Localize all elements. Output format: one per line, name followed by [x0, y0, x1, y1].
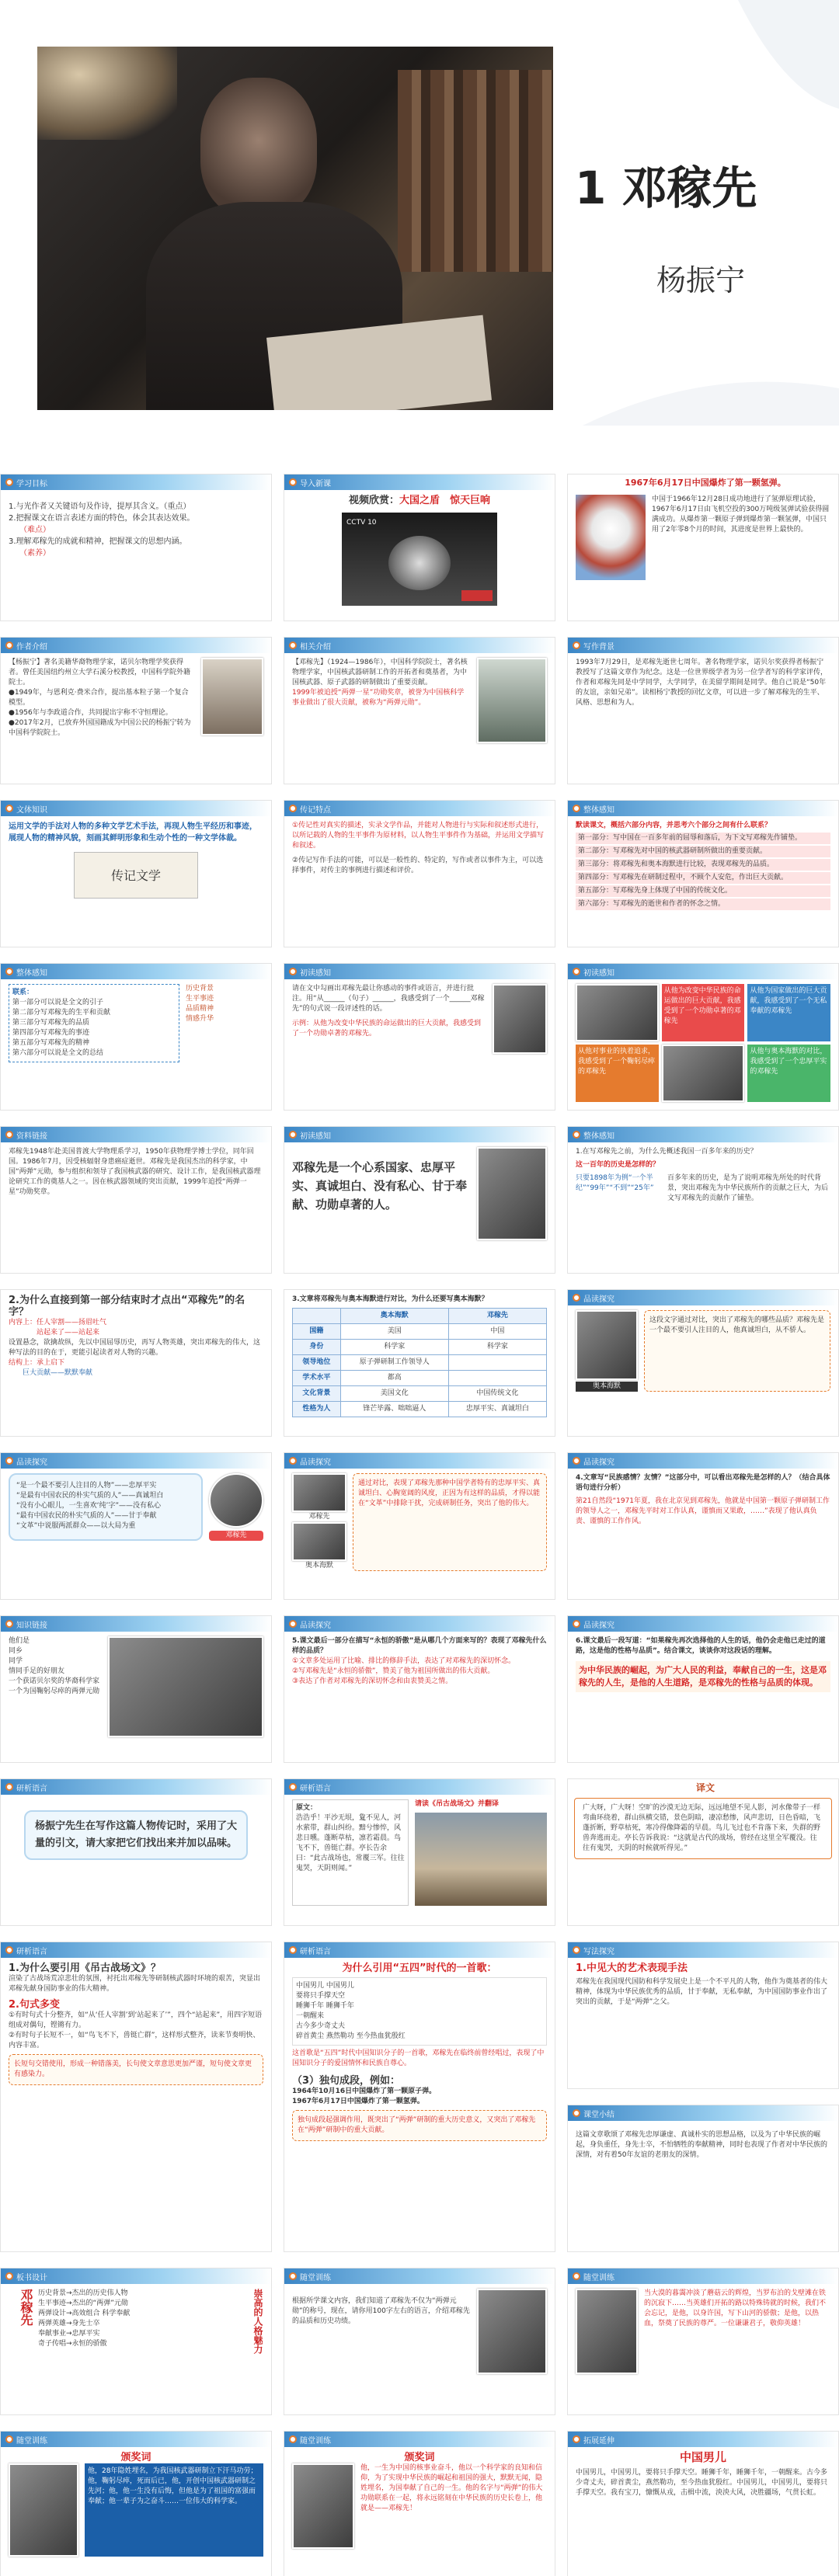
bullet-icon	[289, 968, 297, 975]
video-title: 大国之盾 惊天巨响	[399, 495, 491, 506]
slide-contrast-effect: 品读探究 邓稼先 奥本海默 通过对比，表现了邓稼先那种中国学者特有的忠厚平实、真诚坦白、心胸宽阔的风度，正因为有这样的品质，才得以能在“文革”中排除干扰，完成研制任务，突出了他的伟大。	[284, 1452, 555, 1600]
bullet-icon	[5, 1946, 13, 1954]
slide-structure: 整体感知 联系： 第一部分可以说是全文的引子 第二部分写邓稼先的生平和贡献 第三部分写邓稼先的品质 第四部分写邓稼先的事迹 第五部分写邓稼先的精神 第六部分可以说是全文的总结 历史背景 生平事迹 品质精神 情感升华	[0, 963, 272, 1111]
slide-summary: 课堂小结 这篇文章歌颂了邓稼先忠厚谦虚、真诚朴实的思想品格，以及为了中华民族的崛起，身负重任，身先士卒，不怕牺牲的奉献精神，同时也表现了作者对中华民族的深情，对有着50年友谊的老朋友的深情。	[567, 2105, 839, 2252]
bullet-icon	[289, 478, 297, 486]
bullet-icon	[5, 1620, 13, 1628]
bullet-icon	[573, 1620, 580, 1628]
slide-exercise: 随堂训练 根据所学课文内容，我们知道了邓稼先不仅为“两弹元勋”的称号，现在，请你用100字左右的语言，介绍邓稼先的品质和历史功绩。	[284, 2268, 555, 2415]
bullet-icon	[289, 805, 297, 812]
bullet-icon	[573, 1294, 580, 1302]
bullet-icon	[5, 2435, 13, 2443]
oppenheimer-photo	[292, 1522, 346, 1561]
goal-line: 1.与光作者又关键语句及作诗，提厚其含义。（重点）	[9, 502, 191, 511]
bullet-icon	[5, 1783, 13, 1791]
bullet-icon	[573, 805, 580, 812]
deng-photo	[576, 984, 659, 1041]
goal-line: 3.理解邓稼先的成就和精神，把握课文的思想内涵。	[9, 537, 187, 546]
slide-author: 作者介绍 【杨振宁】著名美籍华裔物理学家，诺贝尔物理学奖获得者。曾任美国纽约州立大学石溪分校教授，中国科学院外籍院士。 ●1949年，与恩利克·费米合作，提出基本粒子第一个复合模型。 ●1956年与李政道合作，共同提出宇称不守恒理论。 ●2017年2月，已放弃外国国籍成为中国公民的杨振宁转为中国科学院院士。	[0, 637, 272, 784]
slide-award-speech-2: 随堂训练 颁奖词 他，一生为中国的核事业奋斗，他以一个科学家的良知和信仰，为了实现中华民族的崛起和祖国的强大，默默无闻，隐姓埋名，为国奉献了自己的一生。他的名字与“两弹”的伟大功勋联系在一起，将永远铭刻在中华民族的历史长卷上，他就是——邓稼先！	[284, 2431, 555, 2576]
slide-translation: 译文 广大呀，广大呀！空旷的沙漠无边无际，远远地望不见人影，河水像带子一样弯曲环绕着，群山纵横交错，景色阴暗，凄凉愁惨，风声悲切，日色昏暗，飞蓬折断，野草枯死，寒冷得像降霜的早晨。鸟儿飞过也不肯落下来，失群的野兽奔逃而走。亭长告诉我说：“这就是古代的战场，曾经在这里全军覆没。往往有鬼哭，天阴的时候就听得见。”	[567, 1778, 839, 1926]
bullet-icon	[5, 2272, 13, 2280]
battlefield-image	[415, 1813, 547, 1906]
book-image: 传记文学	[74, 852, 198, 899]
deng-photo	[209, 1473, 263, 1528]
mushroom-cloud-image	[576, 495, 646, 580]
slide-intro: 导入新课 视频欣赏：大国之盾 惊天巨响 CCTV 10	[284, 474, 555, 621]
bullet-icon	[289, 1946, 297, 1954]
slide-knowledge-link: 知识链接 他们是 同乡 同学 情同手足的好朋友 一个获诺贝尔奖的华裔科学家 一个为国鞠躬尽瘁的两弹元勋	[0, 1615, 272, 1763]
slide-writing-method: 写法探究 1.中见大的艺术表现手法 邓稼先在我国现代国防和科学发展史上是一个不平凡的人物，他作为奠基者的伟大精神，体现为中华民族优秀的品质，甘于奉献，无私奉献，为中国国防事业作出了突出的贡献，于是“两弹”之父。	[567, 1942, 839, 2089]
slide-traits-list: 品读探究 “是一个最不要引人注目的人物”——忠厚平实 “是最有中国农民的朴实气质的人”——真诚坦白 “没有小心眼儿，一生喜欢‘纯’字”——没有私心 “最有中国农民的朴实气质的人”——甘于奉献 “文革”中说服两派群众——以大局为重 邓稼先	[0, 1452, 272, 1600]
bullet-icon	[573, 641, 580, 649]
slide-comparison-table: 3.文章将邓稼先与奥本海默进行对比，为什么还要写奥本海默？ 奥本海默 邓稼先 国籍 美国 中国 身份 科学家 科学家 领导地位 原子弹研制工作领导人 学术水平 都高 文化背景 美国文化 中国传统文化 性格为人 锋芒毕露、咄咄逼人 忠厚平实、真诚坦白	[284, 1289, 555, 1437]
slide-oppenheimer: 品读探究 奥本海默 这段文字通过对比，突出了邓稼先的哪些品质？邓稼先是一个最不要引人注目的人，他真诚坦白，从不骄人。	[567, 1289, 839, 1437]
bullet-icon	[5, 641, 13, 649]
deng-photo	[477, 1147, 547, 1240]
slide-exercise-sample: 随堂训练 当大漠的暮霭冲淡了蘑菇云的辉煌，当罗布泊的戈壁滩在铁的沉寂下……当英雄们开拓的路以特殊铸就的时候，我们不会忘记，是他，以身许国，写下山河的骄傲；是他，以热血，祭奠了民族的尊严。一位谦谦君子，敬仰英雄！	[567, 2268, 839, 2415]
slide-summary-trait: 初读感知 邓稼先是一个心系国家、忠厚平实、真诚坦白、没有私心、甘于奉献、功勋卓著的人。	[284, 1126, 555, 1274]
cover-title: 1 邓稼先	[575, 162, 757, 214]
deng-photo	[662, 1045, 745, 1102]
bullet-icon	[289, 1457, 297, 1465]
bullet-icon	[5, 1131, 13, 1139]
deng-photo	[292, 1473, 346, 1512]
slide-history-question: 整体感知 1.在写邓稼先之前，为什么先概述我国一百多年来的历史？ 这一百年的历史是怎样的？ 只要1898年为例“一个半纪”“99年”“不到”“25年” 百多年来的历史，是为了说明邓稼先所处的时代背景，突出邓稼先为中华民族所作的贡献之巨大，为后文写邓稼先的贡献作了铺垫。	[567, 1126, 839, 1274]
bullet-icon	[573, 968, 580, 975]
slide-header: 学习目标	[1, 475, 271, 490]
slide-deng-intro: 相关介绍 【邓稼先】（1924—1986年），中国科学院院士，著名核物理学家，中国核武器研制工作的开拓者和奠基者，为中国核武器、原子武器的研制做出了重要贡献。 1999年被追授“两弹一星”功勋奖章，被誉为中国核科学事业做出了很大贡献，被称为“两弹元勋”。	[284, 637, 555, 784]
goal-line: 2.把握课文在语言表述方面的特色，体会其表达效果。	[9, 514, 195, 523]
slide-background: 写作背景 1993年7月29日，是邓稼先逝世七周年。著名物理学家，诺贝尔奖获得者杨振宁教授写了这篇文章作为纪念。这是一位世界级学者为另一位学者写的科学家评传，作者和邓稼先同是中学同学，大学同学，在美留学期间是同学。他自己说是“50年的友谊，亲如兄弟”。读相杨宁教授的回忆文章，可以进一步了解邓稼先的生平、风格、思想和为人。	[567, 637, 839, 784]
cover-photo	[37, 47, 553, 410]
slide-board-design: 板书设计 邓稼先 历史背景→杰出的历史伟人物 生平事迹→杰出的“两弹”元勋 两弹设计→高效组合 科学奉献 两弹英雄→身先士卒 奉献事业→忠厚平实 奇子传唱→永恒的骄傲 崇高的人格魅力	[0, 2268, 272, 2415]
slide-overview: 整体感知 默读课文，概括六部分内容，并思考六个部分之间有什么联系？ 第一部分：写中国在一百多年前的屈辱和落后，为下文写邓稼先作铺垫。 第二部分：写邓稼先对中国的核武器研制所做出的重要贡献。 第三部分：将邓稼先和奥本海默进行比较，表现邓稼先的品质。 第四部分：写邓稼先在研制过程中，不顾个人安危，作出巨大贡献。 第五部分：写邓稼先身上体现了中国的传统文化。 第六部分：写邓稼先的逝世和作者的怀念之情。	[567, 800, 839, 947]
deng-photo	[292, 2463, 354, 2549]
deng-photo	[9, 2463, 78, 2557]
slide-name-question: 2.为什么直接到第一部分结束时才点出“邓稼先”的名字？ 内容上：任人宰割——扬眉吐气 站起来了——站起来 设置悬念，欲擒故纵，先以中国屈辱历史，再写人物英雄，突出邓稼先的伟大，这种写法的目的在于，更能引起读者对人物的兴趣。 结构上：承上启下 巨大贡献——默默奉献	[0, 1289, 272, 1437]
cover-slide	[0, 0, 839, 426]
slide-language-quotes: 研析语言 杨振宁先生在写作这篇人物传记时，采用了大量的引文，请大家把它们找出来并加以品味。	[0, 1778, 272, 1926]
bullet-icon	[5, 805, 13, 812]
bullet-icon	[289, 1620, 297, 1628]
slide-hydrogen-bomb: 1967年6月17日中国爆炸了第一颗氢弹。 中国于1966年12月28日成功地进行了氢弹原理试验，1967年6月17日由飞机空投的300万吨级氢弹试验获得圆满成功。从爆炸第一颗原子弹到爆炸第一颗氢弹，中国只用了2年零8个月的时间，其进度是世界上最快的。	[567, 474, 839, 621]
bullet-icon	[289, 1783, 297, 1791]
slide-ancient-text: 研析语言 原文： 浩浩乎！平沙无垠，夐不见人，河水萦带，群山纠纷。黯兮惨悴，风悲日曛。蓬断草枯，凛若霜晨。鸟飞不下，兽铤亡群。亭长告余曰：“此古战场也，常覆三军。往往鬼哭，天阴则闻。” 请读《吊古战场文》并翻译	[284, 1778, 555, 1926]
oppenheimer-photo	[576, 1310, 638, 1380]
bullet-icon	[289, 1131, 297, 1139]
slide-award-speech-1: 随堂训练 颁奖词 他，28年隐姓埋名，为我国核武器研制立下汗马功劳；他，鞠躬尽瘁，死而后已，他，开创中国核武器研制之先河；他，他一生没有后悔，但他是为了祖国的富强而奉献；他一辈子为之奋斗……一位伟大的科学家。	[0, 2431, 272, 2576]
author-portrait	[201, 658, 263, 735]
bullet-icon	[289, 641, 297, 649]
bullet-icon	[5, 1457, 13, 1465]
slide-quote-reason: 研析语言 1.为什么要引用《吊古战场文》？ 渲染了古战场荒凉悲壮的氛围，衬托出邓稼先等研制核武器时环境的艰苦，突显出邓稼先献身国防事业的伟大精神。 2.句式多变 ①有时句式十分整齐，如“从‘任人宰割’到‘站起来了’”，四个“站起来”，用四字短语组成对偶句，铿锵有力。 ②有时句子长短不一，如“鸟飞不下，兽铤亡群”，这样形式整齐，读来节奏明快、内容丰富。 长短句交错使用，形成一种错落美，长句使文章意思更加严谨，短句使文章更有感染力。	[0, 1942, 272, 2252]
goal-line: （难点）	[19, 526, 50, 534]
slide-eternal-pride: 品读探究 5.课文最后一部分在描写“永恒的骄傲”是从哪几个方面来写的？表现了邓稼先什么样的品质？ ①文章多处运用了比喻、排比的修辞手法，表达了对邓稼先的深切怀念。 ②写邓稼先是“永恒的骄傲”，赞美了他为祖国所做出的伟大贡献。 ③表达了作者对邓稼先的深切怀念和由衷赞美之情。	[284, 1615, 555, 1763]
slide-friendship: 品读探究 4.文章写“民族感情？友情？”这部分中，可以看出邓稼先是怎样的人？（结合具体语句进行分析） 第21自然段“1971年夏，我在北京见到邓稼先，他就是中国第一颗原子弹研制工作的领导人之一，邓稼先平时对工作认真，谨慎而又果敢，……”表现了他认真负责、谨慎的工作作风。	[567, 1452, 839, 1600]
two-scientists-photo	[108, 1636, 263, 1737]
deng-portrait	[477, 658, 547, 743]
cover-author: 杨振宁	[656, 263, 746, 297]
deng-photo	[576, 2289, 638, 2374]
slide-song-quote: 研析语言 为什么引用“五四”时代的一首歌： 中国男儿 中国男儿 要将只手撑天空 睡狮千年 睡狮千年 一朝醒来 古今多少奇丈夫 碎首黄尘 燕然勒功 至今热血犹殷红 这首歌是“五四”时代中国知识分子的一首歌，邓稼先在临终前曾经唱过，表现了中国知识分子的爱国情怀和民族自尊心。 （3）独句成段，例如： 1964年10月16日中国爆炸了第一颗原子弹。 1967年6月17日中国爆炸了第一颗氢弹。 独句成段起强调作用，既突出了“两弹”研制的重大历史意义，又突出了邓稼先在“两弹”研制中的重大贡献。	[284, 1942, 555, 2252]
slide-first-read: 初读感知 请在文中勾画出邓稼先最让你感动的事件或语言，并进行批注。用“从______（句子）______，我感受到了一个______邓稼先”的句式说一段评述性的话。 示例：从他为改变中华民族的命运做出的巨大贡献，我感受到了一个功勋卓著的邓稼先。	[284, 963, 555, 1111]
bullet-icon	[573, 2272, 580, 2280]
deng-photo	[477, 2289, 547, 2374]
bullet-icon	[573, 2435, 580, 2443]
video-label: 视频欣赏：	[348, 495, 399, 506]
slide-materials: 资料链接 邓稼先1948年赴美国普渡大学物理系学习，1950年获物理学博士学位，同年回国。1986年7月，因受核辐射身患癌症逝世。邓稼先是我国杰出的科学家，中国“两弹”元勋，参与组织和领导了我国核武器的研究、设计工作，是我国核武器理论研究工作的奠基人之一。因在核武器领域的突出贡献，1999年追授“两弹一星”功勋奖章。	[0, 1126, 272, 1274]
bullet-icon	[5, 478, 13, 486]
bullet-icon	[573, 1946, 580, 1954]
slide-life-choice: 品读探究 6.课文最后一段写道：“如果稼先再次选择他的人生的话，他仍会走他已走过的道路，这是他的性格与品质”。结合课文，谈谈你对这段话的理解。 为中华民族的崛起，为广大人民的利益，奉献自己的一生，这是邓稼先的人生，是他的人生道路，是邓稼先的性格与品质的体现。	[567, 1615, 839, 1763]
bullet-icon	[289, 2272, 297, 2280]
bullet-icon	[289, 2435, 297, 2443]
slide-genre: 文体知识 运用文学的手法对人物的多种文学艺术手法，再现人物生平经历和事迹，展现人物的精神风貌，刻画其鲜明形象和生动个性的一种文学体裁。 传记文学	[0, 800, 272, 947]
slide-genre-features: 传记特点 ①传记性对真实的描述，实录文学作品，并能对人物进行与实际和叙述形式进行，以所记载的人物的生平事件为原材料，以人物生平事件作为基础，并运用文学描写和叙述。 ②传记写作手法的可能，可以是一般性的、特定的，写作或者以事件为主，可以选择事件，对传主的事例进行描述和评价。	[284, 800, 555, 947]
slide-first-read-answers: 初读感知 从他为改变中华民族的命运做出的巨大贡献，我感受到了一个功勋卓著的邓稼先 从他为国家做出的巨大贡献，我感受到了一个无私奉献的邓稼先 从他对事业的执着追求，我感受到了一个鞠躬尽瘁的邓稼先 从他与奥本海默的对比，我感受到了一个忠厚平实的邓稼先	[567, 963, 839, 1111]
goal-line: （素养）	[19, 549, 50, 558]
video-channel-logo: CCTV 10	[346, 519, 377, 527]
bullet-icon	[573, 1131, 580, 1139]
bullet-icon	[573, 1457, 580, 1465]
video-player[interactable]	[342, 513, 497, 606]
slide-learning-goals	[0, 474, 272, 621]
deng-photo	[493, 984, 547, 1054]
bullet-icon	[573, 2109, 580, 2117]
bullet-icon	[5, 968, 13, 975]
slide-extension: 拓展延伸 中国男儿 中国男儿，中国男儿，要将只手撑天空。睡狮千年，睡狮千年，一朝醒来。古今多少奇丈夫，碎首黄尘，燕然勒功，至今热血犹殷红。中国男儿，中国男儿，要将只手撑天空。我有宝刀，慷慨从戎，击楫中流，泱泱大风，决胜疆场，气贯长虹。	[567, 2431, 839, 2576]
comparison-table: 奥本海默 邓稼先 国籍 美国 中国 身份 科学家 科学家 领导地位 原子弹研制工作领导人 学术水平 都高 文化背景 美国文化 中国传统文化 性格为人 锋芒毕露、咄咄逼人 忠厚平实、真诚坦白	[292, 1308, 547, 1417]
